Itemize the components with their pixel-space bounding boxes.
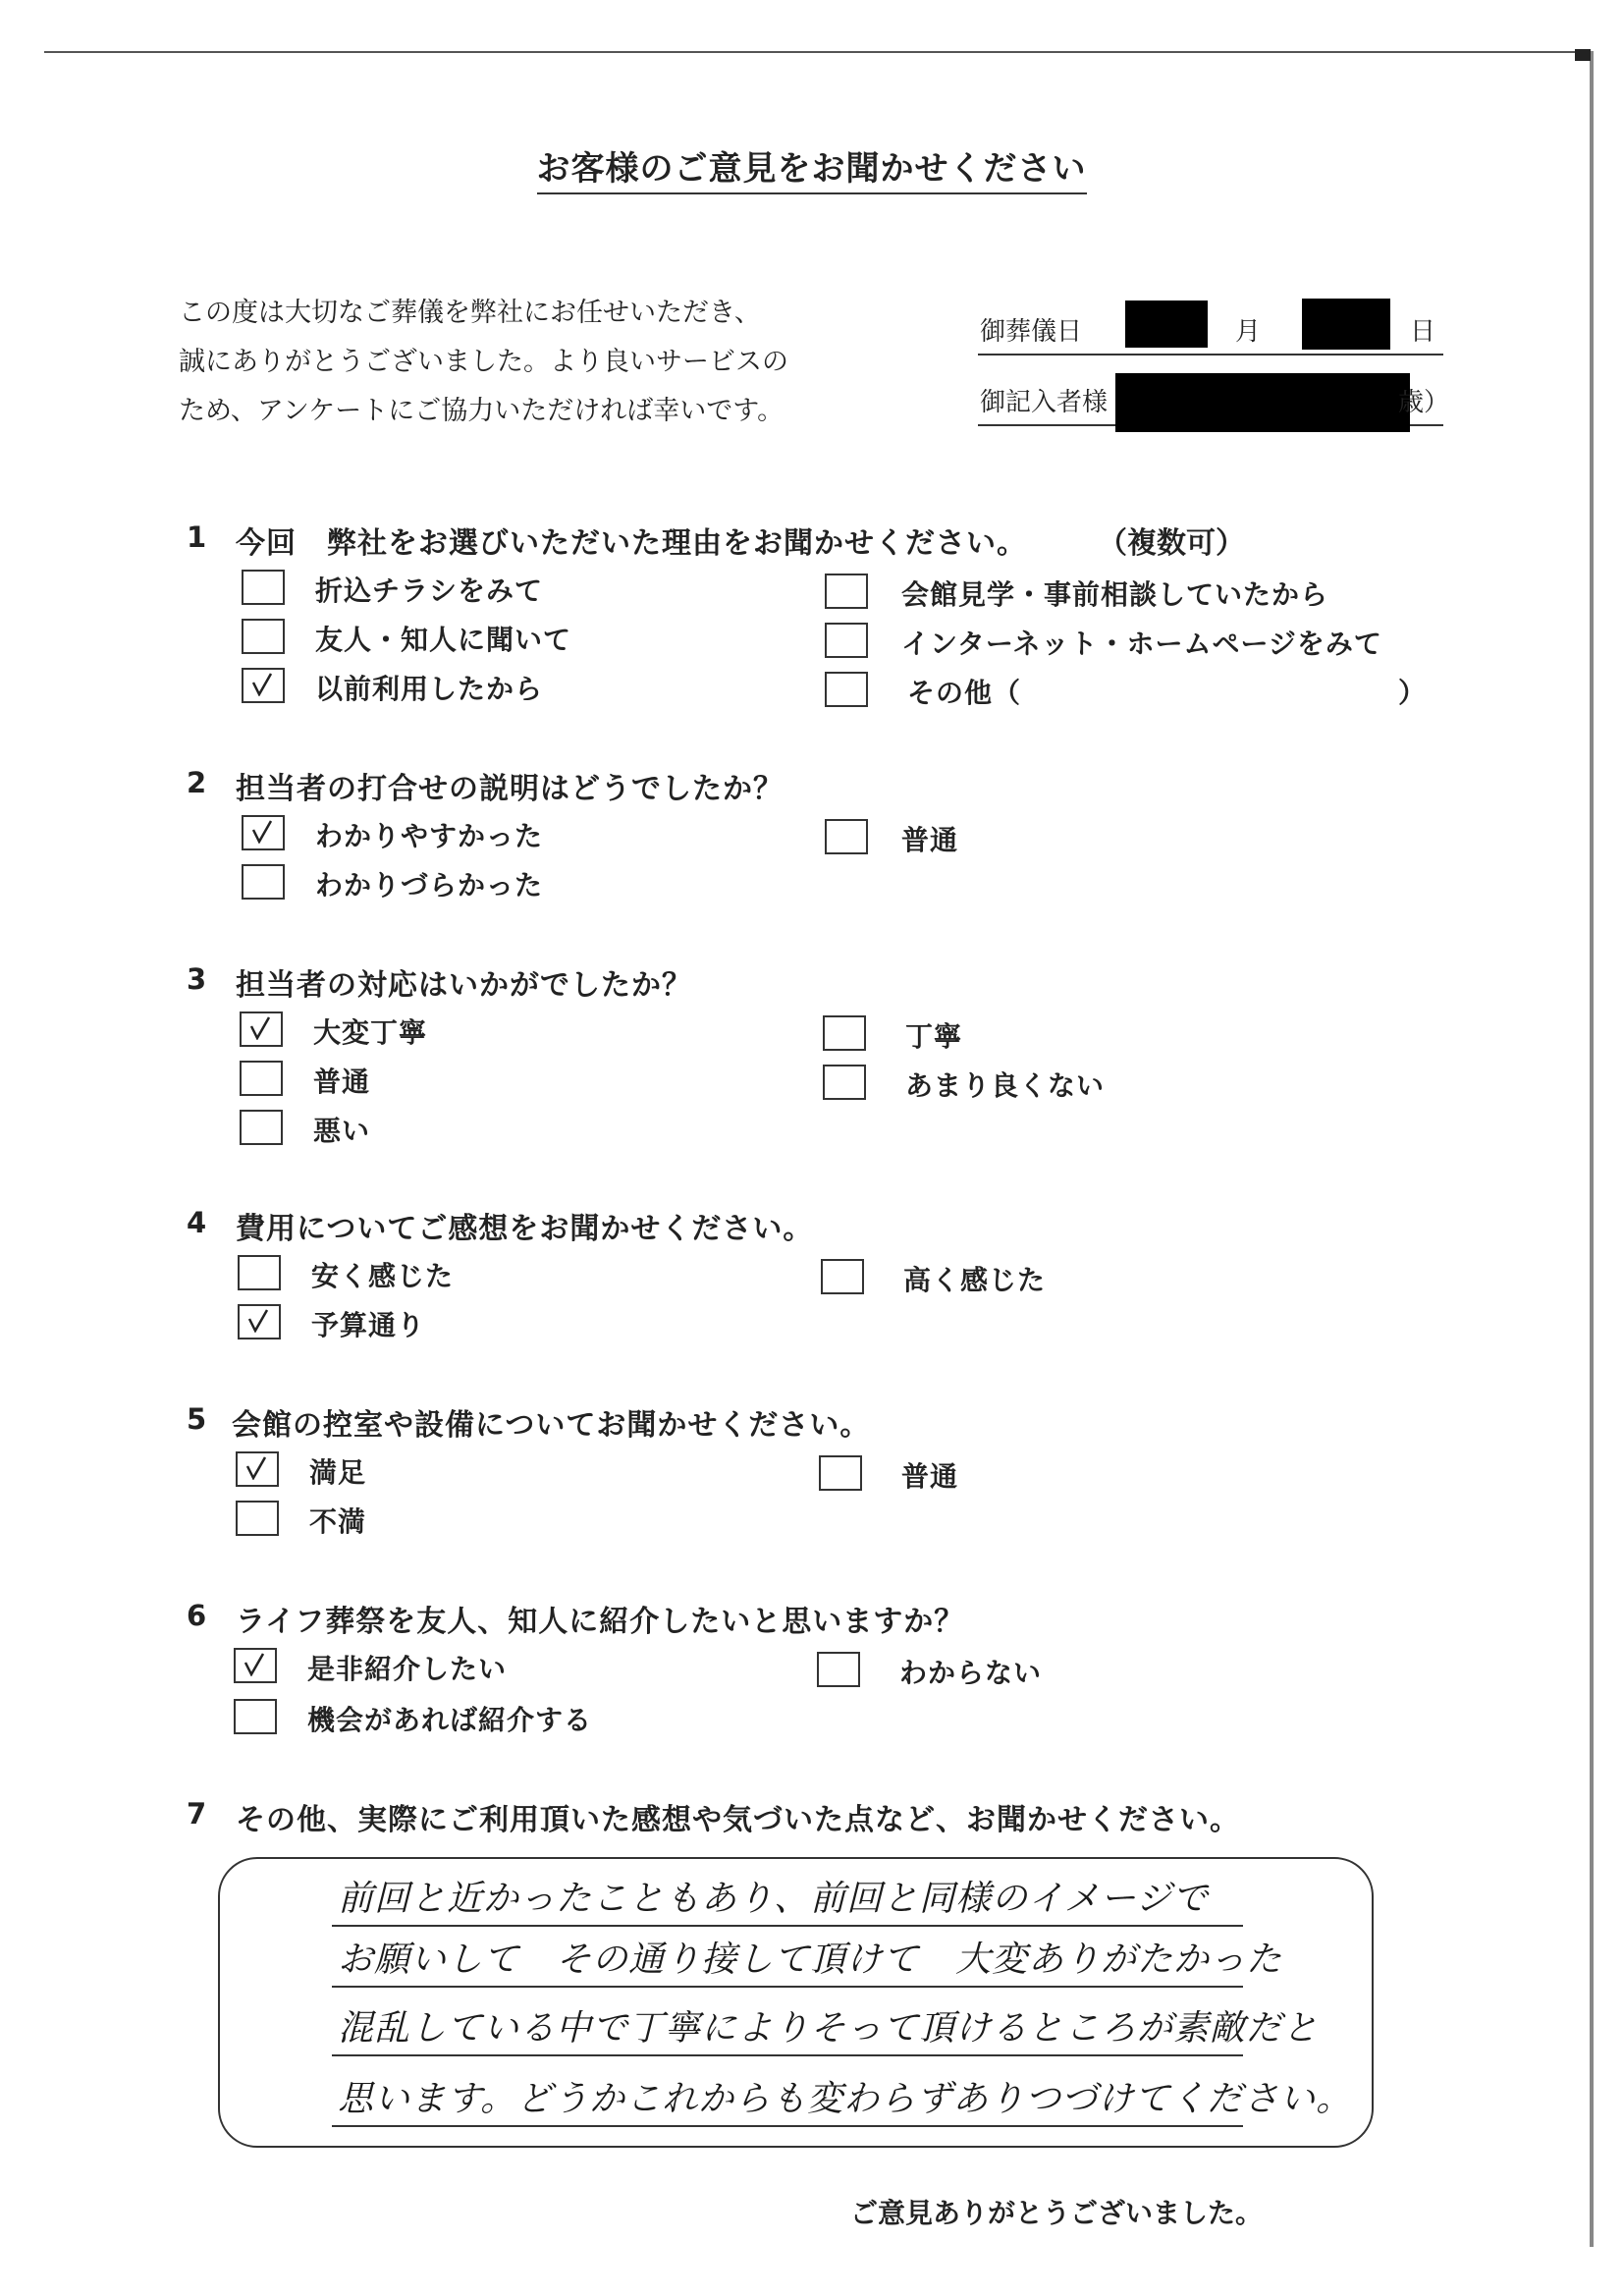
- checkbox-checked[interactable]: [234, 1648, 277, 1683]
- handwritten-text: お願いして その通り接して頂けて 大変ありがたかった: [338, 1940, 1283, 1980]
- comment-line-4: [332, 2066, 1353, 2127]
- checkbox[interactable]: [242, 864, 285, 900]
- option-label: 機会があれば紹介する: [307, 1704, 593, 1736]
- checkbox-checked[interactable]: [242, 668, 285, 703]
- q7-text: その他、実際にご利用頂いた感想や気づいた点など、お聞かせください。: [236, 1803, 1240, 1837]
- option-label: 是非紹介したい: [307, 1653, 508, 1685]
- q1-text: 今回 弊社をお選びいただいた理由をお聞かせください。: [236, 526, 1027, 561]
- scan-corner-mark: [1575, 49, 1591, 61]
- other-close-paren: ）: [1398, 677, 1427, 709]
- intro-line-2: 誠にありがとうございました。より良いサービスの: [179, 347, 788, 377]
- checkbox[interactable]: [236, 1501, 279, 1536]
- closing-message: ご意見ありがとうございました。: [850, 2197, 1264, 2229]
- q1-number: 1: [187, 520, 207, 554]
- checkbox[interactable]: [825, 672, 868, 707]
- day-unit: 日: [1410, 317, 1436, 347]
- writer-label: 御記入者様: [980, 388, 1109, 417]
- checkbox[interactable]: [238, 1255, 281, 1290]
- option-label: 普通: [901, 1460, 959, 1493]
- checkbox-checked[interactable]: [236, 1451, 279, 1487]
- writer-name-field: [978, 381, 1450, 426]
- option-label: インターネット・ホームページをみて: [901, 628, 1382, 660]
- handwritten-text: 前回と近かったこともあり、前回と同様のイメージで: [338, 1879, 1209, 1919]
- option-label: 悪い: [313, 1115, 371, 1147]
- checkbox-checked[interactable]: [242, 815, 285, 850]
- checkbox[interactable]: [825, 623, 868, 658]
- handwritten-text: 思います。どうかこれからも変わらずありつづけてください。: [338, 2079, 1353, 2119]
- q2-number: 2: [187, 766, 207, 799]
- option-label: 高く感じた: [903, 1264, 1047, 1296]
- option-label: 普通: [313, 1066, 371, 1098]
- age-suffix: 歳）: [1398, 388, 1450, 417]
- option-label: 安く感じた: [311, 1260, 455, 1292]
- comment-line-1: [332, 1866, 1243, 1927]
- checkbox-checked[interactable]: [240, 1011, 283, 1047]
- q4-number: 4: [187, 1206, 207, 1239]
- option-label: わかりやすかった: [315, 820, 544, 852]
- q7-number: 7: [187, 1797, 207, 1831]
- checkbox[interactable]: [817, 1652, 860, 1687]
- option-label: 普通: [901, 824, 959, 856]
- checkmark-icon: [251, 820, 273, 844]
- option-label: 友人・知人に聞いて: [315, 624, 572, 656]
- option-label: その他（: [907, 677, 1022, 709]
- q3-text: 担当者の対応はいかがでしたか？: [236, 968, 692, 1003]
- q4-text: 費用についてご感想をお聞かせください。: [236, 1212, 814, 1246]
- top-border-line: [44, 51, 1586, 53]
- intro-line-3: ため、アンケートにご協力いただければ幸いです。: [179, 396, 784, 426]
- checkbox[interactable]: [240, 1061, 283, 1096]
- page-title-text: お客様のご意見をお聞かせください: [537, 149, 1087, 194]
- option-label: わかりづらかった: [315, 869, 544, 902]
- option-label: あまり良くない: [905, 1069, 1106, 1102]
- intro-line-1: この度は大切なご葬儀を弊社にお任せいただき、: [179, 298, 761, 328]
- option-label: 満足: [309, 1456, 367, 1489]
- checkbox[interactable]: [821, 1259, 864, 1294]
- checkmark-icon: [243, 1653, 265, 1676]
- comment-line-3: [332, 1995, 1320, 2056]
- option-label: 会館見学・事前相談していたから: [901, 578, 1329, 611]
- handwritten-text: 混乱している中で丁寧によりそって頂けるところが素敵だと: [338, 2008, 1320, 2049]
- option-label: わからない: [899, 1657, 1043, 1689]
- option-label: 以前利用したから: [315, 673, 544, 705]
- comment-line-2: [332, 1927, 1283, 1988]
- checkmark-icon: [251, 673, 273, 696]
- option-label: 不満: [309, 1505, 367, 1538]
- redacted-month: [1125, 301, 1208, 348]
- q6-number: 6: [187, 1599, 207, 1632]
- checkbox[interactable]: [819, 1455, 862, 1491]
- checkbox[interactable]: [823, 1015, 866, 1051]
- q3-number: 3: [187, 962, 207, 996]
- checkbox[interactable]: [823, 1065, 866, 1100]
- month-unit: 月: [1235, 317, 1262, 347]
- funeral-date-field: [978, 310, 1443, 355]
- option-label: 大変丁寧: [313, 1016, 428, 1049]
- checkmark-icon: [249, 1016, 271, 1040]
- q1-note: （複数可）: [1098, 526, 1245, 561]
- checkmark-icon: [245, 1456, 267, 1480]
- intro-paragraph: [179, 289, 866, 436]
- option-label: 丁寧: [905, 1020, 963, 1053]
- checkbox[interactable]: [825, 574, 868, 609]
- funeral-date-label: 御葬儀日: [980, 317, 1083, 347]
- checkbox-checked[interactable]: [238, 1304, 281, 1339]
- page-title: [0, 141, 1623, 190]
- redacted-day: [1302, 299, 1390, 350]
- q6-text: ライフ葬祭を友人、知人に紹介したいと思いますか？: [236, 1605, 965, 1639]
- q2-text: 担当者の打合せの説明はどうでしたか？: [236, 772, 784, 806]
- checkbox[interactable]: [234, 1699, 277, 1734]
- checkbox[interactable]: [242, 619, 285, 654]
- q5-text: 会館の控室や設備についてお聞かせください。: [232, 1408, 871, 1443]
- checkbox[interactable]: [242, 570, 285, 605]
- checkmark-icon: [247, 1309, 269, 1333]
- q5-number: 5: [187, 1402, 207, 1436]
- option-label: 予算通り: [311, 1309, 426, 1341]
- checkbox[interactable]: [240, 1110, 283, 1145]
- checkbox[interactable]: [825, 819, 868, 854]
- option-label: 折込チラシをみて: [315, 574, 544, 607]
- right-border-line: [1590, 51, 1594, 2247]
- redacted-name: [1115, 373, 1410, 432]
